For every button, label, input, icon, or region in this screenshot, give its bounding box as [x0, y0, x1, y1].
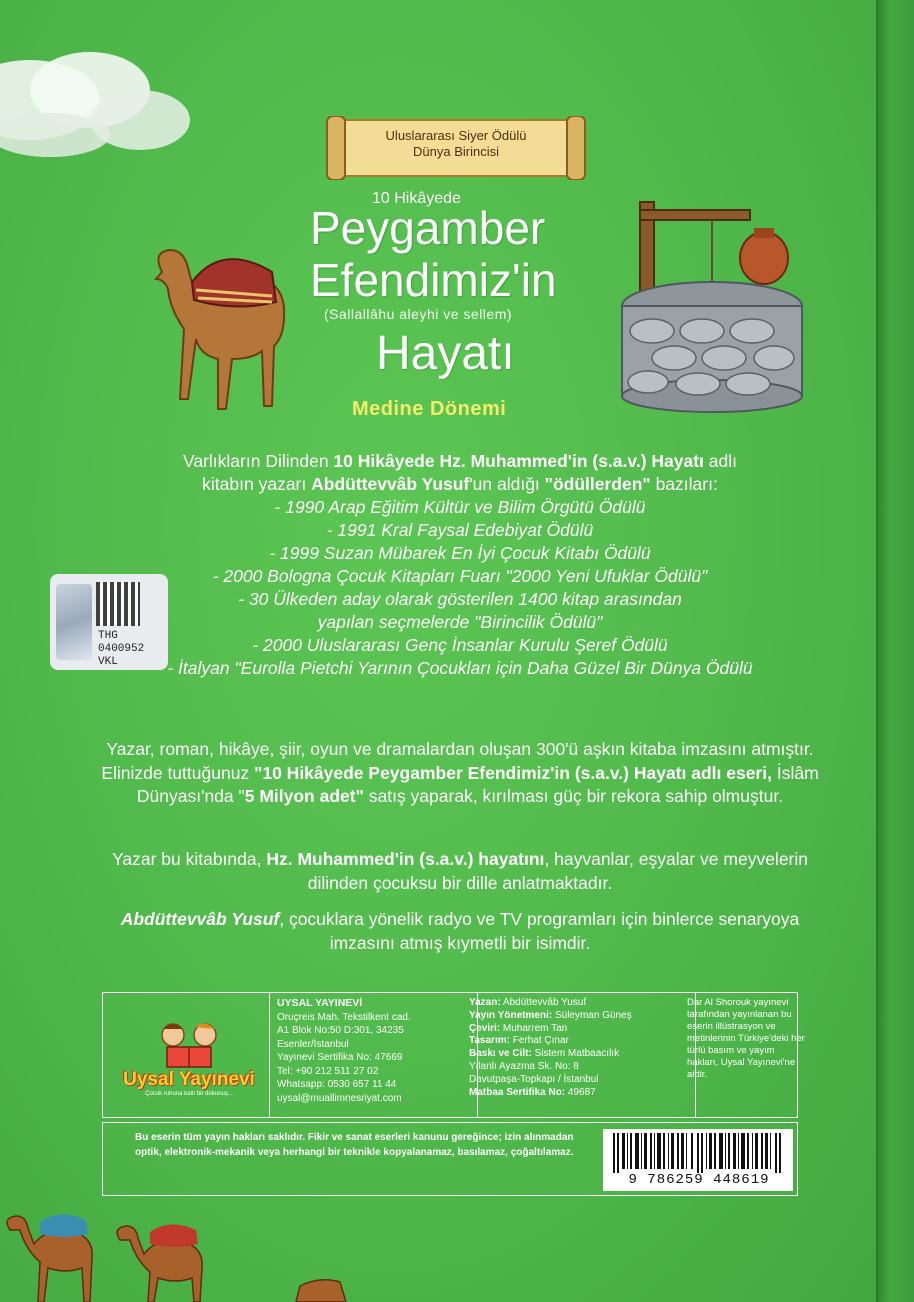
- credit-row: [469, 1074, 687, 1087]
- para3-b: , çocuklara yönelik radyo ve TV programları için binlerce senaryoya imzasını atmış kıymetli bir isimdir.: [279, 909, 800, 953]
- title-line-3: Hayatı: [376, 327, 515, 380]
- title-line-2: Efendimiz'in: [310, 254, 557, 306]
- publisher-line: Oruçreis Mah. Tekstilkent cad.: [277, 1011, 411, 1023]
- credit-row: [469, 997, 687, 1010]
- awards-book-title: 10 Hikâyede Hz. Muhammed'in (s.a.v.) Hayatı: [333, 451, 704, 471]
- credit-row: [469, 1035, 687, 1048]
- publisher-line: Esenler/İstanbul: [277, 1038, 349, 1050]
- publisher-logo-tagline: Çocuk ruhuna katlı bir dokunuş...: [145, 1091, 233, 1097]
- credit-row: [469, 1061, 687, 1074]
- credits-cell: [461, 993, 696, 1117]
- credit-value: Ferhat Çınar: [509, 1035, 569, 1047]
- para2-a: Yazar bu kitabında,: [111, 849, 267, 869]
- reading-kids-icon: [149, 1021, 229, 1069]
- para2-c: , hayvanlar, eşyalar ve meyvelerin dilinden çocuksu bir dille anlatmaktadır.: [307, 849, 808, 893]
- para1-c: İslâm Dünyası'nda ": [136, 762, 819, 806]
- publisher-logo: [119, 1021, 257, 1099]
- credit-row: [469, 1048, 687, 1061]
- publisher-line: Tel: +90 212 511 27 02: [277, 1065, 379, 1077]
- publisher-line: A1 Blok No:50 D:301, 34235: [277, 1025, 404, 1036]
- para1-b: "10 Hikâyede Peygamber Efendimiz'in (s.a.v.) Hayatı adlı eseri,: [254, 762, 772, 783]
- publisher-info-box: [102, 992, 805, 1118]
- publisher-line: Yayınevi Sertifika No: 47669: [277, 1052, 403, 1063]
- awards-intro-c: adlı: [703, 451, 737, 471]
- camel-caravan-illustration: [0, 1200, 420, 1302]
- awards-intro: [100, 450, 820, 496]
- awards-section: [100, 450, 820, 680]
- para1-e: satış yaparak, kırılması güç bir rekora sahip olmuştur.: [363, 786, 784, 806]
- paragraph-author-bio: [100, 908, 820, 955]
- awards-word: "ödüllerden": [544, 474, 651, 494]
- credit-key: Matbaa Sertifika No:: [469, 1086, 566, 1098]
- credit-value: Abdüttevvâb Yusuf: [500, 997, 587, 1008]
- awards-intro-f: 'un aldığı: [469, 474, 545, 494]
- award-line-2: Dünya Birincisi: [413, 144, 499, 159]
- award-item: - 2000 Bologna Çocuk Kitapları Fuarı "2000 Yeni Ufuklar Ödülü": [212, 566, 708, 586]
- credit-key: Yazan:: [469, 997, 501, 1008]
- hologram-icon: [56, 584, 92, 660]
- credit-key: Çeviri:: [469, 1022, 501, 1034]
- sticker-code-1: THG: [98, 630, 118, 642]
- awards-intro-d: kitabın yazarı: [202, 474, 312, 494]
- title-prefix: 10 Hikâyede: [372, 190, 461, 207]
- paragraph-author-works: [100, 738, 820, 809]
- award-item: - 1991 Kral Faysal Edebiyat Ödülü: [326, 520, 594, 540]
- awards-intro-h: bazıları:: [650, 474, 718, 494]
- publisher-line: uysal@muallimnesriyat.com: [277, 1092, 402, 1104]
- paragraph-book-content: [100, 848, 820, 895]
- credit-value: Muharrem Tan: [500, 1022, 568, 1034]
- publisher-name: UYSAL YAYINEVİ: [277, 997, 363, 1009]
- publisher-logo-name: Uysal Yayınevi: [123, 1069, 255, 1090]
- award-scroll-text-wrap: [325, 116, 587, 180]
- credit-value: Davutpaşa-Topkapı / İstanbul: [469, 1073, 599, 1085]
- title-honorific: (Sallallâhu aleyhi ve sellem): [324, 306, 513, 322]
- credit-value: Sistem Matbaacılık: [531, 1048, 620, 1060]
- para1-a: Yazar, roman, hikâye, şiir, oyun ve dramalardan oluşan 300'ü aşkın kitaba imzasını atmıştır. Elinizde tuttuğunuz: [101, 739, 814, 783]
- credit-row: [469, 1087, 687, 1100]
- copyright-box: [102, 1122, 798, 1196]
- credit-value: Süleyman Güneş: [552, 1009, 632, 1021]
- title-line-1: Peygamber: [310, 202, 546, 254]
- logo-cell: [103, 993, 270, 1117]
- para2-b: Hz. Muhammed'in (s.a.v.) hayatını: [266, 849, 545, 869]
- sticker-code-2: 0400952: [98, 643, 145, 655]
- well-icon: [612, 196, 812, 414]
- award-item: - 2000 Uluslararası Genç İnsanlar Kurulu Şeref Ödülü: [252, 635, 668, 655]
- award-item: - İtalyan "Eurolla Pietchi Yarının Çocukları için Daha Güzel Bir Dünya Ödülü: [167, 658, 753, 678]
- para3-author: Abdüttevvâb Yusuf: [120, 909, 280, 929]
- copyright-text: Bu eserin tüm yayın hakları saklıdır. Fikir ve sanat eserleri kanunu gereğince; izin alınmadan optik, elektronik-mekanik veya herhangi bir teknikle kopyalanamaz, basılamaz, çoğaltılamaz.: [135, 1132, 574, 1158]
- para1-d: 5 Milyon adet": [244, 786, 364, 806]
- barcode-bars: [613, 1133, 785, 1173]
- credit-key: Baskı ve Cilt:: [469, 1048, 532, 1060]
- award-item: - 30 Ülkeden aday olarak gösterilen 1400 kitap arasından: [238, 589, 682, 609]
- publisher-address-cell: [269, 993, 478, 1117]
- credit-value: Yılanlı Ayazma Sk. No: 8: [469, 1060, 579, 1072]
- awards-author: Abdüttevvâb Yusuf: [311, 474, 470, 494]
- publisher-line: Whatsapp: 0530 657 11 44: [277, 1079, 397, 1090]
- credit-value: 49687: [565, 1086, 596, 1098]
- awards-intro-a: Varlıkların Dilinden: [182, 451, 334, 471]
- book-spine: [876, 0, 914, 1302]
- era-subtitle: Medine Dönemi: [352, 398, 507, 420]
- award-item: - 1999 Suzan Mübarek En İyi Çocuk Kitabı Ödülü: [269, 543, 651, 563]
- isbn-barcode: [603, 1129, 793, 1191]
- credit-row: [469, 1023, 687, 1036]
- award-line-1: Uluslararası Siyer Ödülü: [385, 128, 527, 143]
- sticker-code-3: VKL: [98, 656, 118, 668]
- camel-icon: [132, 232, 302, 422]
- award-item: - 1990 Arap Eğitim Kültür ve Bilim Örgütü Ödülü: [274, 497, 646, 517]
- cloud-illustration: [0, 30, 230, 180]
- credit-row: [469, 1010, 687, 1023]
- rights-note-cell: Dar Al Shorouk yayınevi tarafından yayınlanan bu eserin illüstrasyon ve metinlerinin Türkiye'deki her türlü basım ve yayım hakları, Uysal Yayınevi'ne aittir.: [687, 997, 805, 1080]
- award-scroll-text: [345, 128, 567, 160]
- isbn-number: 9 786259 448619: [628, 1172, 770, 1188]
- credit-key: Tasarım:: [469, 1035, 510, 1047]
- award-item: yapılan seçmelerde "Birincilik Ödülü": [317, 612, 603, 632]
- credit-key: Yayın Yönetmeni:: [469, 1009, 553, 1021]
